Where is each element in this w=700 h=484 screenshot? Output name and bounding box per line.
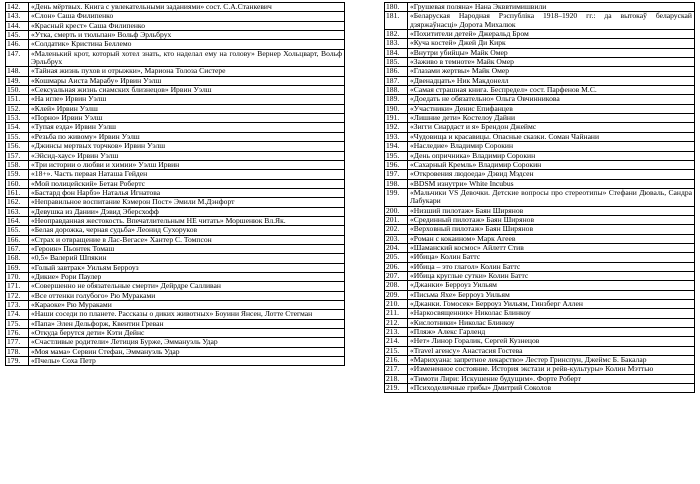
book-entry: «Тайная жизнь пухов и отрыжки», Мариона Толоза Систере xyxy=(29,67,345,76)
row-number: 212. xyxy=(385,318,408,327)
table-row xyxy=(6,76,345,85)
table-row xyxy=(6,179,345,188)
book-entry: «Ибица круглые сутки» Колин Баттс xyxy=(408,271,695,280)
book-entry: «Счастливые родители» Летиция Бурже, Эммануэль Удар xyxy=(29,338,345,347)
table-row xyxy=(385,253,695,262)
book-entry: «Заживо в темноте» Майк Омер xyxy=(408,58,695,67)
book-entry: «Девушка из Дании» Дэвид Эберсхофф xyxy=(29,207,345,216)
row-number: 182. xyxy=(385,30,408,39)
book-entry: «Самая страшная книга. Беспредел» сост. Парфенов М.С. xyxy=(408,86,695,95)
book-entry: «Героин» Пьонтек Томаш xyxy=(29,244,345,253)
book-entry: «Зигги Сиардаст и я» Брендон Джеймс xyxy=(408,123,695,132)
row-number: 192. xyxy=(385,123,408,132)
row-number: 159. xyxy=(6,170,29,179)
book-entry: «Джанки. Гомосек» Берроуз Уильям, Гинзберг Аллен xyxy=(408,300,695,309)
table-row xyxy=(6,170,345,179)
book-entry: «Наши соседи по планете. Рассказы о диких животных» Боуини Янсен, Лотте Стегман xyxy=(29,310,345,319)
table-row xyxy=(6,95,345,104)
row-number: 154. xyxy=(6,123,29,132)
table-row xyxy=(6,329,345,338)
book-entry: «Караоке» Рю Мураками xyxy=(29,301,345,310)
book-entry: «Бастард фон Нарбэ» Наталья Игнатова xyxy=(29,188,345,197)
book-entry: «Низший пилотаж» Баян Ширянов xyxy=(408,206,695,215)
table-row xyxy=(385,30,695,39)
book-entry: «Сексуальная жизнь сиамских близнецов» Ирвин Уэлш xyxy=(29,86,345,95)
row-number: 178. xyxy=(6,347,29,356)
table-row xyxy=(6,21,345,30)
table-row xyxy=(6,263,345,272)
row-number: 219. xyxy=(385,384,408,393)
row-number: 200. xyxy=(385,206,408,215)
table-row xyxy=(385,58,695,67)
table-row xyxy=(6,104,345,113)
book-entry: «Маленький крот, который хотел знать, кто наделал ему на голову» Вернер Хольцварт, Вольф Эрльбрух xyxy=(29,49,345,67)
table-row xyxy=(385,48,695,57)
book-entry: «Клей» Ирвин Уэлш xyxy=(29,104,345,113)
row-number: 210. xyxy=(385,300,408,309)
book-entry: «Папа» Элен Дельфорж, Квентин Греван xyxy=(29,319,345,328)
table-row xyxy=(6,235,345,244)
table-row xyxy=(385,243,695,252)
table-row xyxy=(385,290,695,299)
book-entry: «Пчелы» Соха Петр xyxy=(29,357,345,366)
row-number: 186. xyxy=(385,67,408,76)
book-entry: «Джанки» Берроуз Уильям xyxy=(408,281,695,290)
row-number: 213. xyxy=(385,328,408,337)
table-row xyxy=(6,272,345,281)
book-entry: «18+». Часть первая Наташа Гейден xyxy=(29,170,345,179)
book-entry: «Красный крест» Саша Филипенко xyxy=(29,21,345,30)
row-number: 195. xyxy=(385,151,408,160)
table-row xyxy=(385,160,695,169)
row-number: 170. xyxy=(6,272,29,281)
book-entry: «Все оттенки голубого» Рю Мураками xyxy=(29,291,345,300)
book-entry: «День мёртвых. Книга с увлекательными заданиями» сост. С.А.Станкевич xyxy=(29,3,345,12)
table-row xyxy=(385,67,695,76)
book-entry: «Сахарный Кремль» Владимир Сорокин xyxy=(408,160,695,169)
book-entry: «Кислотники» Николас Блинкоу xyxy=(408,318,695,327)
table-row xyxy=(6,357,345,366)
book-entry: «Солдатик» Кристина Беллемо xyxy=(29,40,345,49)
table-row xyxy=(385,3,695,12)
row-number: 144. xyxy=(6,21,29,30)
book-entry: «Мой полицейский» Бетан Робертс xyxy=(29,179,345,188)
row-number: 173. xyxy=(6,301,29,310)
book-entry: «Тупая езда» Ирвин Уэлш xyxy=(29,123,345,132)
book-entry: «Марихуана: запретное лекарство» Лестер Гринспун, Джеймс Б. Бакалар xyxy=(408,356,695,365)
table-row xyxy=(385,300,695,309)
book-entry: «Мальчики VS Девочки. Детские вопросы про стереотипы» Стефани Дюваль, Сандра Лабукари xyxy=(408,188,695,206)
row-number: 198. xyxy=(385,179,408,188)
row-number: 218. xyxy=(385,374,408,383)
table-row xyxy=(6,123,345,132)
row-number: 179. xyxy=(6,357,29,366)
table-row xyxy=(6,301,345,310)
row-number: 164. xyxy=(6,216,29,225)
row-number: 171. xyxy=(6,282,29,291)
row-number: 158. xyxy=(6,160,29,169)
row-number: 172. xyxy=(6,291,29,300)
book-entry: «Travel агенсу» Анастасия Гостева xyxy=(408,346,695,355)
row-number: 166. xyxy=(6,235,29,244)
row-number: 143. xyxy=(6,12,29,21)
book-entry: «Ибица – это глагол» Колин Баттс xyxy=(408,262,695,271)
book-entry: «Чудовища и красавицы. Опасные сказки. Соман Чайнани xyxy=(408,132,695,141)
table-row xyxy=(385,318,695,327)
book-entry: «Голый завтрак» Уильям Берроуз xyxy=(29,263,345,272)
row-number: 185. xyxy=(385,58,408,67)
book-entry: «BDSM изнутри» White Incubus xyxy=(408,179,695,188)
row-number: 177. xyxy=(6,338,29,347)
book-entry: «Куча костей» Джей Ди Кирк xyxy=(408,39,695,48)
table-row xyxy=(6,132,345,141)
row-number: 157. xyxy=(6,151,29,160)
row-number: 174. xyxy=(6,310,29,319)
table-row xyxy=(6,188,345,197)
book-entry: «Три истории о любви и химии» Уэлш Ирвин xyxy=(29,160,345,169)
book-entry: «Порно» Ирвин Уэлш xyxy=(29,114,345,123)
row-number: 183. xyxy=(385,39,408,48)
table-row xyxy=(385,337,695,346)
row-number: 180. xyxy=(385,3,408,12)
table-row xyxy=(385,328,695,337)
book-entry: «Слон» Саша Филипенко xyxy=(29,12,345,21)
book-entry: «Внутри убийцы» Майк Омер xyxy=(408,48,695,57)
table-row xyxy=(6,40,345,49)
row-number: 162. xyxy=(6,198,29,207)
row-number: 215. xyxy=(385,346,408,355)
book-entry: «Роман с кокаином» Марк Агеев xyxy=(408,234,695,243)
row-number: 211. xyxy=(385,309,408,318)
table-row xyxy=(6,282,345,291)
row-number: 201. xyxy=(385,215,408,224)
table-row xyxy=(385,114,695,123)
row-number: 151. xyxy=(6,95,29,104)
table-row xyxy=(385,206,695,215)
table-row xyxy=(6,310,345,319)
book-entry: «Измененное состояние. История экстази и рейв-культуры» Колин Мэттью xyxy=(408,365,695,374)
row-number: 181. xyxy=(385,12,408,30)
row-number: 217. xyxy=(385,365,408,374)
book-entry: «Тимоти Лири: Искушение будущим». Форте Роберт xyxy=(408,374,695,383)
book-entry: «Джинсы мертвых торчков» Ирвин Уэлш xyxy=(29,142,345,151)
table-row xyxy=(6,12,345,21)
row-number: 163. xyxy=(6,207,29,216)
table-row xyxy=(385,309,695,318)
row-number: 203. xyxy=(385,234,408,243)
row-number: 207. xyxy=(385,271,408,280)
book-entry: «На игле» Ирвин Уэлш xyxy=(29,95,345,104)
table-row xyxy=(385,12,695,30)
table-row xyxy=(385,188,695,206)
row-number: 188. xyxy=(385,86,408,95)
book-entry: «Верховный пилотаж» Баян Ширянов xyxy=(408,225,695,234)
row-number: 191. xyxy=(385,114,408,123)
table-row xyxy=(6,3,345,12)
book-entry: «Психоделичные грибы» Дмитрий Соколов xyxy=(408,384,695,393)
row-number: 194. xyxy=(385,142,408,151)
table-row xyxy=(385,76,695,85)
book-entry: «День опричника» Владимир Сорокин xyxy=(408,151,695,160)
table-row xyxy=(385,151,695,160)
book-entry: «Резьба по живому» Ирвин Уэлш xyxy=(29,132,345,141)
table-row xyxy=(385,132,695,141)
table-row xyxy=(6,151,345,160)
row-number: 175. xyxy=(6,319,29,328)
table-row xyxy=(6,347,345,356)
row-number: 169. xyxy=(6,263,29,272)
row-number: 187. xyxy=(385,76,408,85)
book-entry: «Эйсид-хаус» Ирвин Уэлш xyxy=(29,151,345,160)
table-row xyxy=(6,49,345,67)
book-entry: «Дикие» Рори Паулер xyxy=(29,272,345,281)
row-number: 199. xyxy=(385,188,408,206)
row-number: 147. xyxy=(6,49,29,67)
row-number: 152. xyxy=(6,104,29,113)
book-entry: «Неоправданная жестокость. Впечатлительным НЕ читать» Моршенюк Вл.Як. xyxy=(29,216,345,225)
book-entry: «Наследие» Владимир Сорокин xyxy=(408,142,695,151)
book-entry: «Письма Яхе» Берроуз Уильям xyxy=(408,290,695,299)
table-row xyxy=(385,104,695,113)
book-entry: «Ибица» Колин Баттс xyxy=(408,253,695,262)
row-number: 153. xyxy=(6,114,29,123)
table-row xyxy=(385,281,695,290)
table-row xyxy=(6,31,345,40)
row-number: 206. xyxy=(385,262,408,271)
row-number: 184. xyxy=(385,48,408,57)
table-row xyxy=(385,39,695,48)
row-number: 196. xyxy=(385,160,408,169)
table-row xyxy=(6,198,345,207)
book-entry: «Глазами жертвы» Майк Омер xyxy=(408,67,695,76)
book-entry: «Наркосвященник» Николас Блинкоу xyxy=(408,309,695,318)
book-list-left xyxy=(5,2,345,366)
table-row xyxy=(385,142,695,151)
book-entry: «Страх и отвращение в Лас-Вегасе» Хантер С. Томпсон xyxy=(29,235,345,244)
table-row xyxy=(6,226,345,235)
book-entry: «Участники» Денис Епифанцев xyxy=(408,104,695,113)
row-number: 197. xyxy=(385,170,408,179)
row-number: 148. xyxy=(6,67,29,76)
table-row xyxy=(6,67,345,76)
table-row xyxy=(385,225,695,234)
row-number: 202. xyxy=(385,225,408,234)
row-number: 209. xyxy=(385,290,408,299)
table-row xyxy=(6,207,345,216)
table-row xyxy=(385,123,695,132)
row-number: 204. xyxy=(385,243,408,252)
row-number: 150. xyxy=(6,86,29,95)
book-entry: «Белая дорожка, черная судьба» Леонид Сухоруков xyxy=(29,226,345,235)
row-number: 193. xyxy=(385,132,408,141)
book-entry: «Срединный пилотаж» Баян Ширянов xyxy=(408,215,695,224)
row-number: 155. xyxy=(6,132,29,141)
book-entry: «Похитители детей» Джеральд Бром xyxy=(408,30,695,39)
table-row xyxy=(385,86,695,95)
book-entry: «Моя мама» Сервин Стефан, Эммануэль Удар xyxy=(29,347,345,356)
table-row xyxy=(6,142,345,151)
row-number: 165. xyxy=(6,226,29,235)
book-entry: «Совершенно не обязательные смерти» Дейрдре Салливан xyxy=(29,282,345,291)
book-entry: «Неправильное воспитание Кэмерон Пост» Эмили М.Дэнфорт xyxy=(29,198,345,207)
table-row xyxy=(385,179,695,188)
table-row xyxy=(6,160,345,169)
row-number: 145. xyxy=(6,31,29,40)
book-entry: «Лишние дети» Костелоу Дайни xyxy=(408,114,695,123)
book-entry: «Утка, смерть и тюльпан» Вольф Эрльбрух xyxy=(29,31,345,40)
book-entry: «Пляж» Алекс Гарленд xyxy=(408,328,695,337)
book-entry: «Двенадцать» Ник Макдонелл xyxy=(408,76,695,85)
row-number: 176. xyxy=(6,329,29,338)
table-row xyxy=(385,271,695,280)
table-row xyxy=(6,338,345,347)
table-row xyxy=(6,216,345,225)
row-number: 149. xyxy=(6,76,29,85)
table-row xyxy=(6,86,345,95)
book-entry: «Доедать не обязательно» Ольга Овчинникова xyxy=(408,95,695,104)
row-number: 216. xyxy=(385,356,408,365)
table-row xyxy=(6,291,345,300)
book-entry: «Шаманский космос» Айлетт Стив xyxy=(408,243,695,252)
book-entry: «Нет» Линор Горалик, Сергей Кузнецов xyxy=(408,337,695,346)
row-number: 142. xyxy=(6,3,29,12)
book-entry: «0,5» Валерий Шпякин xyxy=(29,254,345,263)
book-entry: «Откуда берутся дети» Кэти Дейнс xyxy=(29,329,345,338)
row-number: 208. xyxy=(385,281,408,290)
table-row xyxy=(385,356,695,365)
table-row xyxy=(385,170,695,179)
table-row xyxy=(385,95,695,104)
row-number: 190. xyxy=(385,104,408,113)
table-row xyxy=(385,374,695,383)
row-number: 205. xyxy=(385,253,408,262)
row-number: 168. xyxy=(6,254,29,263)
book-list-right xyxy=(384,2,695,393)
table-row xyxy=(6,114,345,123)
row-number: 167. xyxy=(6,244,29,253)
table-row xyxy=(6,319,345,328)
table-row xyxy=(385,262,695,271)
book-entry: «Откровения людоеда» Дэвид Мэдсен xyxy=(408,170,695,179)
row-number: 161. xyxy=(6,188,29,197)
book-entry: «Беларуская Народная Рэспубліка 1918–1920 гг.: да вытокаў беларускай дзяржаўнасці» Дорота Михалюк xyxy=(408,12,695,30)
row-number: 160. xyxy=(6,179,29,188)
book-entry: «Кошмары Аиста Марабу» Ирвин Уэлш xyxy=(29,76,345,85)
row-number: 214. xyxy=(385,337,408,346)
table-row xyxy=(6,244,345,253)
table-row xyxy=(385,384,695,393)
row-number: 189. xyxy=(385,95,408,104)
book-entry: «Грушевая поляна» Нана Экввтимишвили xyxy=(408,3,695,12)
table-row xyxy=(385,365,695,374)
row-number: 146. xyxy=(6,40,29,49)
table-row xyxy=(6,254,345,263)
row-number: 156. xyxy=(6,142,29,151)
table-row xyxy=(385,215,695,224)
table-row xyxy=(385,234,695,243)
table-row xyxy=(385,346,695,355)
